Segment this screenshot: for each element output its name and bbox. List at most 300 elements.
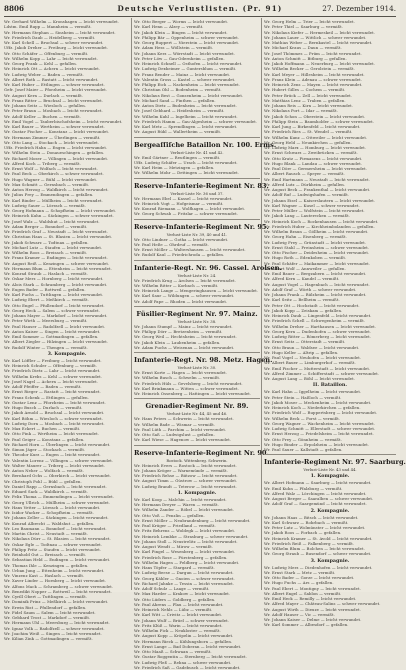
casualty-entry: Wr. Richard Jahnke — Tessin — leicht verwundet. <box>134 580 235 586</box>
column-3-list-b <box>264 480 396 506</box>
casualty-entry: Wr. Vinzenz Kast — Haslach — vermißt. <box>4 573 85 578</box>
casualty-entry: Wr. Martin Christ — Neustadt — vermißt. <box>4 531 89 536</box>
section-subheading: 3. Kompagnie. <box>310 557 350 564</box>
casualty-entry: Wr. Otto Bader — Gorze — leicht verwundet. <box>264 575 355 580</box>
casualty-entry: Wr. Karl Witt — Crivitz — leicht verwundet. <box>134 612 223 618</box>
casualty-entry: Wr. Johann Eisel — Kaiserslautern — leicht verwundet. <box>264 197 376 203</box>
section-rule <box>134 306 260 307</box>
section-subheading: 1. Kompagnie. <box>177 489 217 496</box>
casualty-entry: Wr. Wilhelm Ritter — Korbach — vermißt. <box>134 282 219 288</box>
casualty-entry: Wr. Paul Krüger — Friedland — vermißt. <box>134 523 216 528</box>
casualty-entry: Wr. Matthias Lenz — Traben — gefallen. <box>264 97 346 103</box>
casualty-entry: Wr. Philipp Stein — Baumholder — schwer verwundet. <box>264 118 375 124</box>
casualty-entry: Wr. Georg Held — Neunkirchen — gefallen. <box>264 139 352 145</box>
casualty-entry: Wr. Paul Ebert — Montigny — leicht verwundet. <box>264 585 361 591</box>
page-number: 8806 <box>4 4 25 13</box>
casualty-entry: Wr. Georg Ullrich — Müllheim — schwer verwundet. <box>4 499 111 505</box>
casualty-entry: Wr. Hugo Keller — Altrip — gefallen. <box>264 349 339 355</box>
regiment-subheading: Verlust-Liste Nr. 41 und 42. <box>170 149 224 155</box>
casualty-entry: Wr. Josef Thömmes — Prüm — leicht verwundet. <box>264 50 362 56</box>
casualty-entry: Wr. Nikolaus Port — Idar — vermißt. <box>264 108 338 114</box>
casualty-entry: Wr. Jakob Klein — Laubenheim — gefallen. <box>134 339 221 345</box>
casualty-entry: Wr. Reinhold Gut — Breisach — vermißt. <box>4 552 87 557</box>
regiment-subheading: Verlust-Liste Nr. 43 und 44. <box>303 467 357 473</box>
casualty-entry: Wr. Georg Helm — Trier — leicht verwundet. <box>264 19 355 24</box>
casualty-entry: Wr. Eugen Bader — Rottweil — gefallen. <box>4 286 86 292</box>
casualty-entry: Wr. Karl Hahn — Iggelheim — leicht verwundet. <box>264 389 362 395</box>
casualty-entry: Wr. Heinrich Koch — Rockenhausen — leicht verwundet. <box>264 218 379 224</box>
column-2 <box>134 19 282 670</box>
casualty-entry: Wr. Alfred Walz — Lörchingen — leicht verwundet. <box>264 490 367 496</box>
column-3-list <box>264 19 396 381</box>
casualty-entry: Wr. August Kopp — Kröpelin — leicht verwundet. <box>134 633 234 639</box>
casualty-entry: Wr. Friedrich Daub — Heidelberg — vermißt. <box>4 34 96 40</box>
casualty-entry: Wr. Emil Hartmann — Neustadt — leicht verwundet. <box>264 176 370 182</box>
casualty-entry: Wr. Otto Kratz — Pirmasens — leicht verwundet. <box>264 155 363 161</box>
column-3-list-d <box>264 565 396 628</box>
casualty-entry: Wr. Richard Moser — Villingen — leicht verwundet. <box>4 155 109 161</box>
casualty-entry: Wr. Franz Klein — Adenau — schwer verwundet. <box>264 76 363 82</box>
casualty-entry: Wr. Erwin Rist — Pfullendorf — gefallen. <box>4 604 87 610</box>
casualty-entry: Wr. Paul Sauer — Kallstadt — gefallen. <box>264 447 343 452</box>
casualty-entry: Wr. Anton Neher — Wolfach — vermißt. <box>4 468 84 473</box>
casualty-entry: Wr. Nikolaus Kiefer — Hermeskeil — leicht verwundet. <box>264 29 376 35</box>
casualty-entry: Wr. Hans Peters — Schwerin — leicht verwundet. <box>134 416 234 422</box>
regiment-heading: Grenadier-Regiment Nr. 89. <box>145 402 249 411</box>
casualty-entry: Wr. Ernst Stark — Metz — vermißt. <box>264 569 336 575</box>
casualty-entry: Wr. Ludwig Frey — Grünstadt — leicht verwundet. <box>264 239 367 245</box>
casualty-entry: Wr. Josef Nagel — Achern — leicht verwundet. <box>4 378 99 384</box>
casualty-entry: Wr. Wilhelm Zander — Röbel — leicht verwundet. <box>134 507 235 513</box>
casualty-entry: Wr. Peter Ott — Hochstadt — leicht verwundet. <box>264 302 360 308</box>
casualty-entry: Wr. Otto Fink — Wertheim — leicht verwundet. <box>4 431 100 437</box>
casualty-entry: Wr. Adolf Schulz — Laage — vermißt. <box>134 586 210 591</box>
casualty-entry: Wr. Nikolaus Dürr — St. Blasien — leicht verwundet. <box>4 536 111 542</box>
casualty-entry: Wr. Johann Wulf — Brüel — schwer verwundet. <box>134 617 230 623</box>
casualty-entry: Wr. Johann Reis — Kirn — leicht verwundet. <box>264 103 354 108</box>
casualty-entry: Wr. Fritz Klüß — Warin — leicht verwundet. <box>134 622 223 628</box>
casualty-entry: Wr. Ludwig Ritter — Römerberg — leicht verwundet. <box>264 334 372 339</box>
casualty-entry: Wr. Paul Schäfer — Maikammer — leicht verwundet. <box>264 260 371 266</box>
casualty-entry: Wr. August Wendt — Mirow — vermißt. <box>134 544 214 549</box>
casualty-entry: Wr. Adolf Keller — Buchen — vermißt. <box>4 113 82 119</box>
casualty-entry: Wr. Wilhelm Hagen — Feldberg — leicht verwundet. <box>134 559 240 565</box>
casualty-entry: Wr. Albert Engel — Sablon — vermißt. <box>264 590 342 596</box>
casualty-entry: Wr. Philipp Bär — Oppenheim — schwer verwundet. <box>134 34 240 40</box>
column-3-list-c <box>264 515 396 557</box>
casualty-entry: Wr. Paul Geiger — Konstanz — gefallen. <box>4 436 85 442</box>
casualty-entry: Wr. Oskar Egle — Todtnau — schwer verwundet. <box>4 541 103 547</box>
casualty-entry: Wr. Hermann Ebel — Kassel — leicht verwundet. <box>134 195 233 201</box>
casualty-entry: Wr. Karl Koop — Malchin — leicht verwundet. <box>134 496 227 502</box>
column-3-list-a <box>264 389 396 452</box>
casualty-entry: Wr. Gustav Fischer — Konstanz — leicht verwundet. <box>4 129 110 135</box>
casualty-entry: Wr. Wilhelm Blum — Bolchen — leicht verwundet. <box>264 546 365 551</box>
casualty-entry: Wr. Ernst Seitz — Otterstadt — vermißt. <box>264 339 346 345</box>
casualty-entry: Wr. Kilian Zink — Gottmadingen — vermißt. <box>4 636 93 641</box>
casualty-entry: Wr. Karl Wiese — Hagenow — leicht verwundet. <box>134 437 232 443</box>
casualty-entry: Wr. Peter Löw — Gau-Odernheim — gefallen. <box>134 55 225 61</box>
casualty-entry: Wr. Johann Frank — Rülzheim — leicht verwundet. <box>264 292 367 297</box>
casualty-entry: Wr. Wilhelm Beck — Forst — vermißt. <box>264 415 341 421</box>
casualty-entry: Wr. Cyrill Obert — Tuttlingen — vermißt. <box>4 594 88 599</box>
casualty-entry: Wr. Isidor Wacker — Schopfheim — vermißt. <box>4 510 94 515</box>
casualty-entry: Wr. Friedrich Dietz — Lahr — leicht verwundet. <box>4 368 101 374</box>
casualty-entry: Wr. Konrad Albrecht — Waldshut — gefallen. <box>4 520 95 526</box>
casualty-entry: Wr. Otto Saß — Ludwigslust — gefallen. <box>134 432 215 437</box>
casualty-entry: Wr. Max Schmitt — Gernsbach — vermißt. <box>4 181 90 187</box>
casualty-entry: Wr. Fritz Behrens — Woldegk — leicht verwundet. <box>134 528 236 534</box>
casualty-entry: Wr. Valentin Gross — Kastel — schwer verwundet. <box>134 76 236 82</box>
regiment-heading: Reserve-Infanterie-Regiment Nr. 90. <box>134 448 269 457</box>
regiment-heading: Füsilier-Regiment Nr. 97. Mainz. <box>136 309 258 318</box>
casualty-entry: Wr. Christian Haas — St. Blasien — leicht verwundet. <box>4 234 113 240</box>
casualty-entry: Wr. Albert Ziegler — Hilzingen — leicht verwundet. <box>4 339 109 345</box>
casualty-entry: Wr. Johann Mayer — Markdorf — leicht verwundet. <box>4 313 108 318</box>
casualty-entry: Wr. Eduard Sack — Waldkirch — vermißt. <box>4 489 89 494</box>
casualty-entry: Wr. Karl Fuchs — Tuttlingen — leicht verwundet. <box>4 292 104 297</box>
publication-title: Deutsche Verlustlisten. (Pr. 91) <box>117 4 283 13</box>
casualty-entry: Wr. August Rühl — Wallertheim — vermißt. <box>134 129 222 135</box>
casualty-entry: Wr. Sebastian Held — Endingen — leicht verwundet. <box>4 557 111 563</box>
casualty-entry: Wr. Karl Henn — Alzey — vermißt. <box>134 24 204 30</box>
casualty-entry: Wr. Otto Lindner — Gotha — leicht verwundet. <box>134 236 229 242</box>
casualty-entry: Wr. Thomas Ihle — Kenzingen — gefallen. <box>4 562 89 568</box>
casualty-entry: Wr. Heinrich Nehls — Lübz — vermißt. <box>134 607 213 612</box>
casualty-entry: Uffz. Ludwig Schäfer — Urach — leicht verwundet. <box>134 159 238 165</box>
casualty-entry: Wr. Ludwig Weber — Baden — vermißt. <box>4 71 84 77</box>
casualty-entry: Wr. Dominik Prinz — Meßkirch — leicht verwundet. <box>4 599 109 605</box>
casualty-entry: Wr. Hugo Busch — Durlach — vermißt. <box>4 405 83 410</box>
casualty-entry: Ldstm. Emil Rupp — Mannheim — vermißt. <box>4 24 92 30</box>
column-2-list <box>134 19 260 135</box>
casualty-entry: Wr. Bernhard Ochs — Oberkirch — leicht verwundet. <box>4 473 112 479</box>
casualty-entry: Wr. Wilhelm Dreher — Harthausen — leicht verwundet. <box>264 323 377 329</box>
casualty-entry: Wr. Emil Kuhn — Pfalzburg — vermißt. <box>264 485 343 491</box>
casualty-entry: Wr. Johann Kaiser — Delme — leicht verwundet. <box>264 617 362 622</box>
casualty-entry: Wr. August Vogel — Hagenbach — leicht verwundet. <box>264 281 370 287</box>
casualty-entry: Wr. Adolf Graf — Wörth — schwer verwundet. <box>264 286 357 292</box>
section-rule <box>134 219 260 220</box>
casualty-entry: Wr. Heinrich Schnell — Osthofen — leicht verwundet. <box>134 61 243 66</box>
casualty-entry: Wr. Otto Frey — Gönnheim — vermißt. <box>264 436 342 442</box>
casualty-entry: Wr. Peter Thiel — Saarburg — vermißt. <box>264 24 344 30</box>
casualty-entry: Wr. Franz Kramer — Endingen — leicht verwundet. <box>4 255 108 261</box>
casualty-entry: Wr. Michael Lutz — Staufen — leicht verwundet. <box>4 244 103 250</box>
casualty-entry: Wr. Johann Kerz — Wörrstadt — leicht verwundet. <box>134 50 236 56</box>
casualty-entry: Wr. August Reiß — Kenzingen — schwer verwundet. <box>4 260 110 266</box>
casualty-entry: Wr. Otto Fischer — Deidesheim — leicht verwundet. <box>264 250 370 255</box>
header-rule <box>4 16 396 17</box>
section-rule <box>134 445 260 446</box>
casualty-entry: Wr. Wilhelm Krebs — Kehl — schwer verwundet. <box>4 373 103 379</box>
casualty-entry: Wr. Jakob Hoffmann — Neuerburg — leicht verwundet. <box>264 61 376 66</box>
casualty-entry: Wr. Peter Lutz — Wolmünster — leicht verwundet. <box>264 525 366 530</box>
casualty-entry: Wr. Jakob Arnold — Bruchsal — leicht verwundet. <box>4 410 105 416</box>
casualty-entry: Wr. Alfred Lutz — Dürkheim — gefallen. <box>264 181 346 187</box>
casualty-entry: Wr. Gebhard Trost — Markdorf — vermißt. <box>4 615 91 620</box>
casualty-entry: Wr. Hugo Binder — Erpolzheim — leicht verwundet. <box>264 441 370 447</box>
casualty-entry: Wr. Hermann Stephan — Sinsheim — leicht verwundet. <box>4 29 116 35</box>
casualty-entry: Wr. Karl Löffler — Freiburg — leicht verwundet. <box>4 357 102 363</box>
casualty-entry: Wr. Ludwig Schmitt — Ellerstadt — schwer verwundet. <box>264 426 376 431</box>
column-1 <box>4 19 130 641</box>
casualty-entry: Wr. Adolf Graf — Saargemünd — leicht verwundet. <box>264 501 367 507</box>
section-rule <box>264 454 396 455</box>
regiment-heading: Bergeaſſiſche Bataillon Nr. 100. Erms. <box>134 140 277 149</box>
casualty-entry: Wr. Hermann Rieck — Kühlungsborn — gefallen. <box>134 638 233 644</box>
casualty-entry: Wr. Karl Bauer — Wertheim — schwer verwundet. <box>4 124 105 129</box>
casualty-entry: Wr. August Lang — Böhl — leicht verwundet. <box>264 376 356 381</box>
casualty-entry: Wr. Ludwig Dorn — Mosbach — leicht verwundet. <box>4 420 105 426</box>
regiment-subheading: Verlust-Liste Nr. 38. <box>177 318 217 324</box>
casualty-entry: Uffz. Friedrich Hahn — Engen — leicht verwundet. <box>4 145 108 150</box>
casualty-entry: Wr. Wilhelm Kopp — Lahr — leicht verwundet. <box>4 55 98 61</box>
casualty-entry: Wr. Jakob Lang — Lauterecken — vermißt. <box>264 213 351 219</box>
casualty-entry: Wr. Michael Sand — Finthen — gefallen. <box>134 97 216 103</box>
casualty-entry: Wr. Friedrich Reiß — Falkenberg — vermißt. <box>264 540 355 546</box>
casualty-entry: Wr. Wilhelm Bade — Wismar — vermißt. <box>134 421 216 427</box>
casualty-entry: Wr. Karl Heim — Metzingen — gefallen. <box>134 165 215 170</box>
casualty-entry: Wr. Heinrich Daub — Lingenfeld — leicht verwundet. <box>264 313 372 318</box>
casualty-entry: Wr. Leo Baumann — Bonndorf — leicht verwundet. <box>4 525 107 531</box>
casualty-entry: Wr. Ernst Lange — Bad Doberan — leicht verwundet. <box>134 643 242 649</box>
casualty-entry: Wr. Hermann Uhl — Meersburg — leicht verwundet. <box>4 620 110 626</box>
casualty-entry: Wr. Albert Roth — Rastatt — leicht verwundet. <box>4 76 99 82</box>
casualty-entry: Wr. Hermann Blum — Ettenheim — leicht verwundet. <box>4 265 112 271</box>
casualty-entry: Wr. Hubert Gilles — Cochem — vermißt. <box>264 87 346 93</box>
casualty-entry: Wr. Ernst Schwarz — Zweibrücken — vermißt. <box>264 150 358 156</box>
casualty-entry: Wr. Fidel Saum — Salem — leicht verwundet. <box>4 609 96 615</box>
casualty-entry: Wr. Karl Saur — Wildungen — schwer verwundet. <box>134 293 235 299</box>
casualty-entry: Wr. Karl Wagner — Kusel — schwer verwundet. <box>264 202 360 208</box>
casualty-entry: Wr. Wilhelm Braun — Göllheim — leicht verwundet. <box>264 229 369 234</box>
casualty-entry: Wr. Friedrich Ries — St. Wendel — vermißt. <box>264 129 353 135</box>
casualty-entry: Wr. Karl Böhm — Wiesloch — schwer verwundet. <box>4 415 103 421</box>
casualty-entry: Wr. Ludwig Sauer — Lörrach — vermißt. <box>4 202 87 208</box>
casualty-entry: Wr. Ludwig Dexheimer — Guntersblum — vermißt. <box>134 66 237 72</box>
casualty-entry: Wr. Otto Braun — Waldsee — leicht verwundet. <box>264 344 360 350</box>
casualty-entry: Wr. Friedrich Schell — Schwegenheim — vermißt. <box>264 318 366 324</box>
casualty-entry: Wr. Johann Haas — Bitsch — leicht verwundet. <box>264 514 359 520</box>
casualty-entry: Wr. Philipp Eich — Nackenheim — leicht verwundet. <box>134 82 241 87</box>
casualty-entry: Wr. Otto Voß — Penzlin — gefallen. <box>134 512 205 518</box>
casualty-entry: Wr. Peter Müller — Wolfstein — leicht verwundet. <box>264 208 365 213</box>
casualty-entry: Wr. Ernst Stahl — Freinsheim — schwer verwundet. <box>264 244 370 250</box>
casualty-entry: Wr. Ernst Möller — Waltershausen — leicht verwundet. <box>134 247 246 252</box>
casualty-entry: Wr. Felix Thoma — Emmendingen — leicht verwundet. <box>4 494 115 500</box>
casualty-entry: Wr. August Timm — Güstrow — schwer verwundet. <box>134 478 238 484</box>
casualty-entry: Wr. Friedrich Huber — Kirchheimbolanden — gefallen. <box>264 223 375 229</box>
casualty-entry: Wr. Anton Kaiser — Singen — leicht verwundet. <box>4 328 101 334</box>
casualty-entry: Wr. Albert Bauer — Limburgerhof — vermißt. <box>264 360 356 366</box>
casualty-entry: Wr. Heinrich Kuhn — Säckingen — schwer verwundet. <box>4 213 114 219</box>
casualty-entry: Wr. Hans Vetter — Lörrach — leicht verwundet. <box>4 504 101 510</box>
casualty-entry: Wr. Jakob Kopp — Zeiskam — gefallen. <box>264 307 343 313</box>
section-rule <box>134 260 260 261</box>
casualty-entry: Wr. Jakob Schon — Oberstein — leicht verwundet. <box>264 113 366 119</box>
casualty-entry: Wr. Heinrich Kramer — St. Avold — leicht verwundet. <box>264 535 373 541</box>
casualty-entry: Wr. Simon Jäger — Stockach — vermißt. <box>4 447 86 452</box>
casualty-entry: Wr. Ludwig Pleß — Rehna — schwer verwundet. <box>134 659 232 665</box>
column-2-sections <box>134 137 282 489</box>
casualty-entry: Wr. August Berger — Saaralben — schwer verwundet. <box>264 496 374 501</box>
casualty-entry: Wr. Emil Heck — Remilly — leicht verwundet. <box>264 596 357 601</box>
casualty-entry: Wr. Paul Dörr — Germersheim — leicht verwundet. <box>264 166 368 171</box>
regiment-subheading: Rostock. Wittenberg. Schwerin. <box>166 457 228 463</box>
casualty-entry: Wr. August Wirth — Dieuze — leicht verwundet. <box>264 606 361 612</box>
casualty-entry: Wr. Adolf Ruf — Ludwigshafen — vermißt. <box>264 192 350 198</box>
casualty-entry: Wr. Peter Brück — Zell — leicht verwundet. <box>264 92 353 98</box>
casualty-entry: Wr. Rudolf Winter — Thengen — vermißt. <box>4 344 88 350</box>
casualty-entry: Wr. Peter Stein — Haßloch — vermißt. <box>264 394 342 400</box>
casualty-entry: Wr. Otto Schäfer — Offenburg — vermißt. <box>4 50 89 56</box>
casualty-entry: Wr. Georg Schwab — Fritzlar — schwer verwundet. <box>134 211 239 217</box>
casualty-entry: Wr. Ernst Wolf — Wolfach — leicht verwundet. <box>4 166 98 171</box>
casualty-entry: Wr. Georg Frank — Kehl — gefallen. <box>4 61 78 66</box>
casualty-entry: Wr. Jakob Moser — Meckenheim — leicht verwundet. <box>264 399 372 405</box>
casualty-entry: Wr. Karl Schell — Bruchsal — schwer verwundet. <box>4 40 104 45</box>
casualty-entry: Wr. Georg Ruppert — Nierstein — leicht verwundet. <box>134 40 240 45</box>
casualty-entry: Wr. Alfred Kern — Kandel — vermißt. <box>264 276 340 282</box>
section-subheading: 1. Kompagnie. <box>310 473 350 480</box>
casualty-entry: Gefr. Josef Maier — Pforzheim — leicht verwundet. <box>4 87 108 93</box>
regiment-subheading: Verlust-Liste Nr. 30. <box>177 365 217 370</box>
casualty-entry: Wr. Hugo Blank — Landau — schwer verwundet. <box>264 160 363 166</box>
casualty-entry: Wr. Wilhelm Stein — Donaueschingen — gefallen. <box>4 150 105 156</box>
casualty-entry: Wr. Ludwig Marx — Homburg — leicht verwundet. <box>264 145 367 150</box>
casualty-entry: Wr. Alfons Mack — Schramberg — schwer verwundet. <box>4 583 114 589</box>
casualty-entry: Wr. Anton Schmitt — Bitburg — gefallen. <box>264 55 347 61</box>
casualty-entry: Wr. Oskar Merz — Hornberg — leicht verwundet. <box>4 276 104 282</box>
casualty-entry: Wr. Paul Heße — Ohrdruf — vermißt. <box>134 241 209 247</box>
casualty-entry: Wr. Hugo Wagner — Bühl — leicht verwundet. <box>4 176 98 182</box>
section-rule <box>134 137 260 138</box>
column-2-list-continued <box>134 497 260 670</box>
column-divider <box>131 18 132 590</box>
section-subheading: 3. Kompagnie. <box>47 350 87 357</box>
regiment-heading: Reserve-Infanterie-Regiment Nr. 83. <box>134 181 269 190</box>
casualty-entry: Wr. Wilhelm Kuhl — Ingelheim — leicht verwundet. <box>134 113 238 119</box>
casualty-entry: Wr. Otto Berger — Worms — leicht verwundet. <box>134 19 229 24</box>
casualty-entry: Wr. Joachim Weiß — Singen — leicht verwundet. <box>4 630 102 636</box>
casualty-entry: Wr. Georg Wagner — Wachenheim — leicht verwundet. <box>264 420 376 426</box>
casualty-entry: Wr. Jakob Roos — Forbach — gefallen. <box>264 530 342 536</box>
casualty-entry: Wr. Karl Pingel — Wesenberg — leicht verwundet. <box>134 549 236 555</box>
casualty-entry: Wr. Paul Hauser — Radolfzell — leicht verwundet. <box>4 323 106 329</box>
casualty-entry: Wr. Adam Hess — Wöllstein — vermißt. <box>134 45 214 51</box>
casualty-entry: Wr. Konrad Riemann — Wolfhagen — leicht verwundet. <box>134 206 246 211</box>
casualty-entry: Wr. Paul Beck — Oberkirch — schwer verwundet. <box>4 171 104 177</box>
casualty-entry: Wr. Albert Rausch — Speyer — vermißt. <box>264 171 345 177</box>
casualty-entry: Wr. Anton Herzog — Waldkirch — leicht verwundet. <box>4 187 109 192</box>
casualty-entry: Wr. Heinrich Vogt — Hofgeismar — vermißt. <box>134 200 224 206</box>
casualty-entry: Wr. Philipp Fritz — Staufen — leicht verwundet. <box>4 546 102 552</box>
regiment-heading: Reserve-Infanterie-Regiment Nr. 95. <box>134 222 269 231</box>
casualty-entry: Wr. Heinrich Lembke — Strasburg — schwer verwundet. <box>134 533 249 539</box>
casualty-entry: Wr. Friedrich Hüls — Gevelsberg — leicht verwundet. <box>134 380 243 386</box>
regiment-heading: Infanterie-Regt. Nr. 96. Cassel. Arolsen. <box>134 263 282 272</box>
casualty-entry: Wr. Nikolaus Best — Gonsenheim — leicht verwundet. <box>134 92 244 98</box>
casualty-entry: Wr. Otto Lüders — Goldberg — gefallen. <box>134 596 216 602</box>
casualty-entry: Wr. Heinrich Evers — Rostock — leicht verwundet. <box>134 462 237 468</box>
casualty-entry: Wr. Friedrich Saß — Gadebusch — leicht verwundet. <box>134 664 241 670</box>
casualty-entry: Wr. Mathias Weber — Bernkastel — leicht verwundet. <box>264 40 373 45</box>
casualty-entry: Wr. Friedrich Graf — Neustadt — leicht verwundet. <box>4 229 108 234</box>
casualty-entry: Wr. Johann Stumpf — Mainz — leicht verwundet. <box>134 323 233 329</box>
casualty-entry: Wr. Emil Fischer — Mutterstadt — leicht verwundet. <box>264 365 371 371</box>
casualty-entry: Wr. Walter Maurer — Triberg — leicht verwundet. <box>4 462 106 468</box>
casualty-entry: Wr. Gustav Lenz — Pforzheim — leicht verwundet. <box>4 399 106 405</box>
section-subheading: 2. Kompagnie. <box>310 507 350 514</box>
casualty-entry: Wr. Max Harder — Krakow — leicht verwundet. <box>134 591 231 597</box>
casualty-entry: Wr. Alfred Mayer — Château-Salins — schwer verwundet. <box>264 601 381 607</box>
casualty-entry: Wr. August Kern — Durlach — vermißt. <box>4 92 84 98</box>
casualty-entry: Wr. Hans Töpfer — Stargard — vermißt. <box>134 565 215 570</box>
casualty-entry: Wr. Ignaz Volk — Radolfzell — schwer verwundet. <box>4 625 105 631</box>
casualty-entry: Wr. Ludwig Brandt — Teterow — leicht verwundet. <box>134 483 237 489</box>
casualty-entry: Wr. Konrad Straub — Haslach — vermißt. <box>4 271 88 276</box>
casualty-entry: Wr. Friedrich Krug — Arolsen — leicht verwundet. <box>134 277 236 283</box>
issue-date: 27. Dezember 1914. <box>322 4 396 13</box>
casualty-entry: Wr. Hermann Zimmer — Überlingen — vermißt. <box>4 134 101 140</box>
casualty-entry: Wr. August Beck — Frankenthal — leicht verwundet. <box>264 187 371 192</box>
casualty-entry: Wr. Ludwig Ebert — Meßkirch — vermißt. <box>4 297 89 303</box>
casualty-entry: Wr. Georg Heck — Salem — schwer verwundet. <box>4 307 100 313</box>
casualty-entry: Wr. Michael Kraus — Daun — vermißt. <box>264 45 342 51</box>
casualty-entry: Wr. Johann Lauer — Wittlich — schwer verwundet. <box>264 34 367 40</box>
casualty-entry: Wr. Emil Gärtner — Reutlingen — vermißt. <box>134 154 221 160</box>
casualty-entry: Wr. Karl Schwarz — Rohrbach — vermißt. <box>264 519 349 525</box>
casualty-entry: Wr. Josef Gebhard — Heidesheim — vermißt. <box>134 108 225 114</box>
casualty-entry: Wr. Hugo Fuchs — Ars — gefallen. <box>264 580 334 586</box>
column-1-list <box>4 19 130 350</box>
casualty-entry: Wr. Albert Hofmann — Saarburg — leicht verwundet. <box>264 480 372 486</box>
casualty-entry: Wr. Franz Bender — Mainz — leicht verwundet. <box>134 71 231 77</box>
casualty-entry: Wr. Johann Stoll — Neustrelitz — leicht verwundet. <box>134 538 238 544</box>
casualty-entry: Wr. Jakob Schwarz — Todtnau — gefallen. <box>4 239 89 245</box>
casualty-entry: Wr. Urban Jung — Ettenheim — leicht verwundet. <box>4 567 105 573</box>
casualty-entry: Uffz. Jakob Dreher — Freiburg — leicht verwundet. <box>4 45 109 51</box>
casualty-entry: Wr. Heinrich Koch — Niederkirchen — gefallen. <box>264 405 361 410</box>
casualty-entry: Wr. Friedrich Wolf — Ruppertsberg — leicht verwundet. <box>264 410 378 416</box>
casualty-entry: Wr. Rudolf Kaul — Friedrichroda — gefallen. <box>134 252 225 258</box>
casualty-entry: Wr. Johann Kröger — Warnemünde — vermißt. <box>134 467 228 473</box>
casualty-entry: Wr. Albert Wolf — Annweiler — gefallen. <box>264 265 346 271</box>
casualty-entry: Wr. Ernst Herzog — Friedelsheim — leicht verwundet. <box>264 431 374 437</box>
regiment-subheading: Verlust-Liste Nr. 44, 45 und 46. <box>166 411 228 417</box>
section-rule <box>134 178 260 179</box>
casualty-entry: Wr. Wilhelm Fick — Neukloster — vermißt. <box>134 628 221 633</box>
casualty-entry: Wr. Alfred Koch — Triberg — vermißt. <box>4 160 81 166</box>
column-1-list-continued <box>4 358 130 642</box>
casualty-entry: Wr. Karl Brinkmann — Witten — schwer verwundet. <box>134 385 239 391</box>
casualty-entry: Wr. Anton Dietz — Budenheim — leicht verwundet. <box>134 103 237 108</box>
casualty-entry: Wr. Ernst Möller — Neubrandenburg — leicht verwundet. <box>134 517 251 523</box>
casualty-entry: Wr. Karl Seitz — Bellheim — vermißt. <box>264 297 340 303</box>
regiment-subheading: Verlust-Liste Nr. 36 und 37. <box>170 190 224 196</box>
casualty-entry: Wr. Adam Fuchs — Weisenau — leicht verwundet. <box>134 344 235 350</box>
page-header <box>4 4 396 14</box>
casualty-entry: Wr. Ludwig Merz — Diedenhofen — leicht verwundet. <box>264 564 373 570</box>
casualty-entry: Wr. Christian Ohl — Bodenheim — vermißt. <box>134 87 222 93</box>
casualty-entry: Wr. Ernst Rieger — Rastatt — leicht verwundet. <box>4 389 101 395</box>
regiment-heading: Infanterie-Regiment Nr. 97. Saarburg. <box>264 458 406 467</box>
casualty-entry: Wr. Friedrich Rose — Fürstenberg — gefallen. <box>134 554 228 560</box>
casualty-entry: Wr. Ernst Korte — Hagen — leicht verwundet. <box>134 370 228 375</box>
casualty-entry: Wr. Wilhelm Mohr — Dettingen — leicht verwundet. <box>134 170 240 176</box>
casualty-entry: Wr. Gerhard Wilhelm — Kronshagen — leicht verwundet. <box>4 19 120 24</box>
